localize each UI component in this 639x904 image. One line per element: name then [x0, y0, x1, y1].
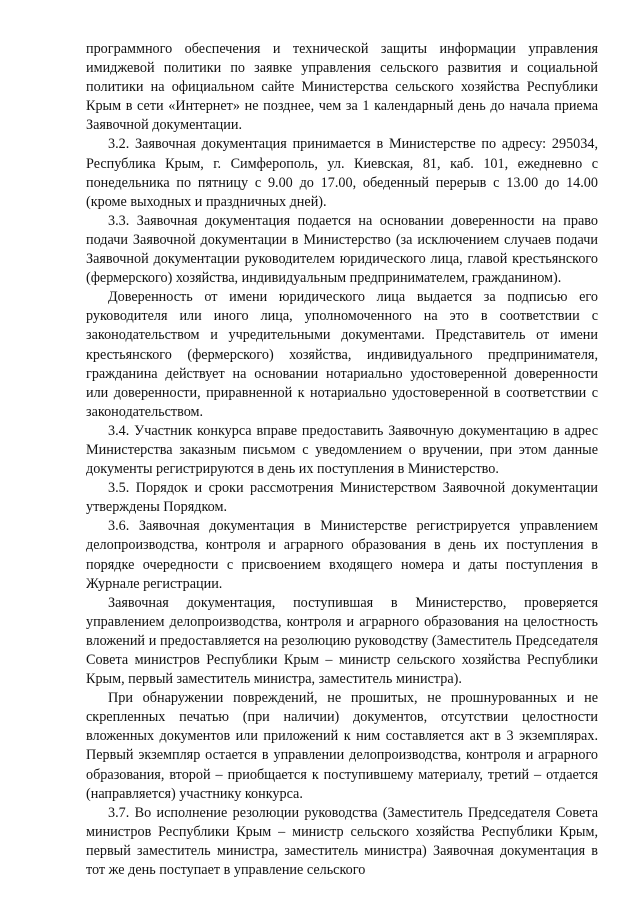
paragraph-3-3: 3.3. Заявочная документация подается на основании доверенности на право подачи Заявочной документации в Министерство (за исключением случаев подачи Заявочной документации руководителем юридического лица, главой крестьянского (фермерского) хозяйства, индивидуальным предпринимателем, гражданином). — [86, 212, 598, 287]
paragraph-3-2: 3.2. Заявочная документация принимается в Министерстве по адресу: 295034, Республика Крым, г. Симферополь, ул. Киевская, 81, каб. 101, ежедневно с понедельника по пятницу с 9.00 до 17.00, обеденный перерыв с 13.00 до 14.00 (кроме выходных и праздничных дней). — [86, 136, 598, 210]
paragraph-power-of-attorney: Доверенность от имени юридического лица выдается за подписью его руководителя или иного лица, уполномоченного на это в соответствии с законодательством и учредительными документами. Представитель от имени крестьянского (фермерского) хозяйства, индивидуального предпринимателя, гражданина действует на основании нотариально удостоверенной доверенности или доверенности, приравненной к нотариально удостоверенной в соответствии с законодательством. — [86, 289, 598, 420]
paragraph-3-6: 3.6. Заявочная документация в Министерстве регистрируется управлением делопроизводства, контроля и аграрного образования в день их поступления в порядке очередности с присвоением входящего номера и даты поступления в Журнале регистрации. — [86, 518, 598, 592]
paragraph-3-4: 3.4. Участник конкурса вправе предоставить Заявочную документацию в адрес Министерства заказным письмом с уведомлением о вручении, при этом данные документы регистрируются в день их поступления в Министерство. — [86, 422, 598, 478]
paragraph-verification: Заявочная документация, поступившая в Министерство, проверяется управлением делопроизводства, контроля и аграрного образования на целостность вложений и предоставляется на резолюцию руководству (Заместитель Председателя Совета министров Республики Крым – министр сельского хозяйства Республики Крым, первый заместитель министра, заместитель министра). — [86, 594, 598, 688]
document-page — [86, 40, 598, 880]
paragraph-damage-act: При обнаружении повреждений, не прошитых, не прошнурованных и не скрепленных печатью (при наличии) документов, отсутствии целостности вложенных документов или приложений к ним составляется акт в 3 экземплярах. Первый экземпляр остается в управлении делопроизводства, контроля и аграрного образования, второй – приобщается к поступившему материалу, третий – отдается (направляется) участнику конкурса. — [86, 690, 598, 802]
paragraph-3-7: 3.7. Во исполнение резолюции руководства (Заместитель Председателя Совета министров Республики Крым – министр сельского хозяйства Республики Крым, первый заместитель министра, заместитель министра) Заявочная документация в тот же день поступает в управление сельского — [86, 804, 598, 879]
paragraph-3-5: 3.5. Порядок и сроки рассмотрения Министерством Заявочной документации утверждены Порядком. — [86, 480, 598, 516]
paragraph-intro-continuation: программного обеспечения и технической защиты информации управления имиджевой политики по заявке управления сельского развития и социальной политики на официальном сайте Министерства сельского хозяйства Республики Крым в сети «Интернет» не позднее, чем за 1 календарный день до начала приема Заявочной документации. — [86, 41, 598, 134]
